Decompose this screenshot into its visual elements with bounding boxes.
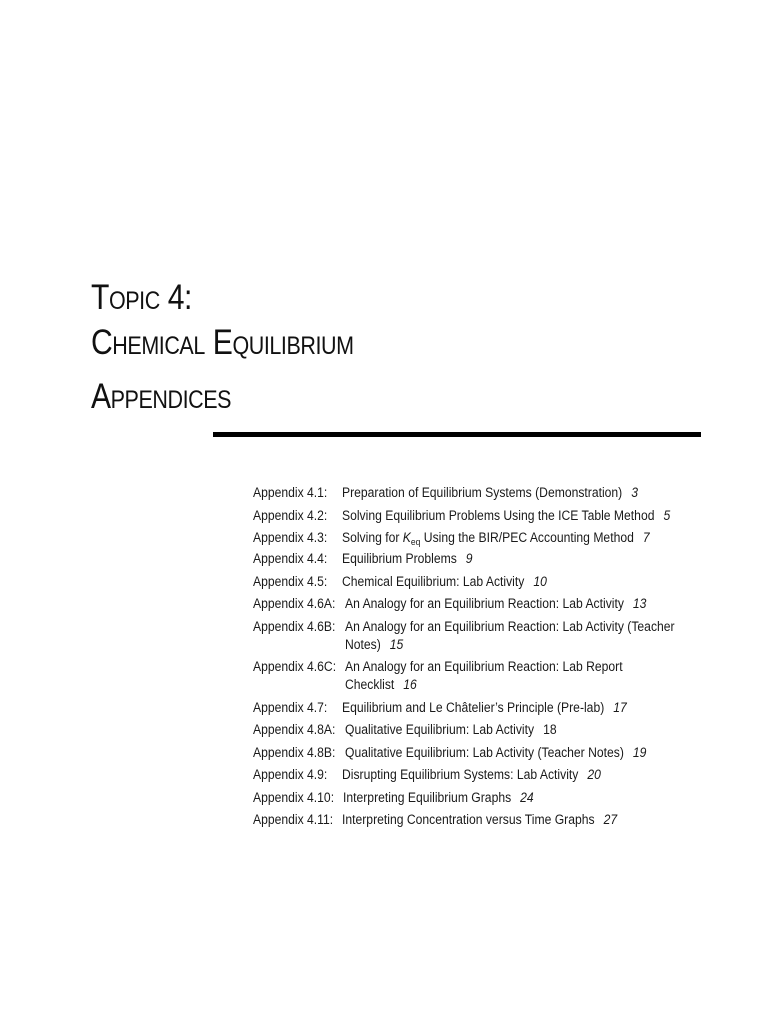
- toc-label: Appendix 4.1:: [253, 485, 328, 500]
- toc-label: Appendix 4.5:: [253, 573, 328, 589]
- toc-page-number: 9: [465, 551, 473, 566]
- topic-heading: Topic 4:: [91, 278, 192, 317]
- toc-title: Equilibrium and Le Châtelier’s Principle (Pre-lab): [342, 699, 605, 715]
- toc-label: Appendix 4.2:: [253, 507, 328, 523]
- toc-item-4-4[interactable]: [253, 550, 733, 568]
- toc-title: Interpreting Equilibrium Graphs: [343, 789, 512, 805]
- toc-item-4-8b[interactable]: [253, 744, 733, 762]
- k-symbol: K: [402, 530, 411, 545]
- toc-label: Appendix 4.4:: [253, 551, 328, 566]
- toc-page-number: 10: [533, 573, 547, 589]
- toc-page-number: 5: [663, 507, 671, 523]
- toc-title: An Analogy for an Equilibrium Reaction: Lab Activity: [344, 596, 624, 611]
- toc-title: Preparation of Equilibrium Systems (Demonstration): [342, 485, 623, 500]
- toc-item-4-8a[interactable]: [253, 721, 733, 739]
- toc-label: Appendix 4.3:: [253, 530, 328, 545]
- toc-page-number: 7: [642, 530, 650, 545]
- toc-page-number: 3: [631, 485, 639, 500]
- toc-title: Chemical Equilibrium: Lab Activity: [342, 573, 525, 589]
- toc-title: Qualitative Equilibrium: Lab Activity: [344, 722, 534, 737]
- heading-rule: [213, 432, 701, 437]
- toc-page-number: 17: [613, 699, 627, 715]
- toc-title: An Analogy for an Equilibrium Reaction: Lab Activity (Teacher Notes): [344, 618, 675, 652]
- toc-label: Appendix 4.10:: [253, 789, 335, 805]
- toc-label: Appendix 4.8B:: [253, 744, 336, 760]
- toc-item-4-3[interactable]: [253, 529, 733, 547]
- toc-title: Equilibrium Problems: [342, 551, 457, 566]
- toc-item-4-5[interactable]: [253, 573, 733, 591]
- toc-title: Disrupting Equilibrium Systems: Lab Activity: [342, 767, 579, 782]
- toc-page-number: 24: [520, 789, 534, 805]
- toc-item-4-6a[interactable]: [253, 595, 733, 613]
- toc-title-suffix: Using the BIR/PEC Accounting Method: [420, 530, 634, 545]
- toc-item-4-6b[interactable]: [253, 618, 733, 654]
- toc-label: Appendix 4.6C:: [253, 659, 337, 674]
- toc-label: Appendix 4.9:: [253, 767, 328, 782]
- toc-title: Solving Equilibrium Problems Using the ICE Table Method: [342, 507, 655, 523]
- toc-label: Appendix 4.6B:: [253, 618, 336, 634]
- toc-page-number: 16: [403, 677, 418, 692]
- toc-item-4-2[interactable]: [253, 507, 733, 525]
- toc-title: An Analogy for an Equilibrium Reaction: Lab Report Checklist: [345, 659, 623, 692]
- toc-label: Appendix 4.8A:: [253, 722, 336, 737]
- toc-page-number: 27: [603, 812, 618, 827]
- k-subscript: eq: [410, 537, 421, 548]
- toc-item-4-7[interactable]: [253, 699, 733, 717]
- toc-title-prefix: Solving for: [342, 530, 403, 545]
- topic-title: Chemical Equilibrium: [91, 323, 354, 362]
- toc-page-number: 13: [632, 596, 647, 611]
- appendices-heading: Appendices: [91, 377, 232, 416]
- toc-label: Appendix 4.11:: [253, 812, 334, 827]
- toc-label: Appendix 4.7:: [253, 699, 328, 715]
- toc-page-number: 19: [632, 744, 647, 760]
- toc-item-4-6c[interactable]: [253, 658, 733, 694]
- toc-page-number: 15: [389, 636, 403, 652]
- toc-item-4-10[interactable]: [253, 789, 733, 807]
- appendix-list: [253, 484, 733, 834]
- toc-title: Interpreting Concentration versus Time Graphs: [342, 812, 595, 827]
- toc-item-4-1[interactable]: [253, 484, 733, 502]
- toc-label: Appendix 4.6A:: [253, 596, 336, 611]
- toc-item-4-11[interactable]: [253, 811, 733, 829]
- toc-page-number: 18: [542, 722, 557, 737]
- toc-item-4-9[interactable]: [253, 766, 733, 784]
- toc-page-number: 20: [587, 767, 601, 782]
- toc-title: Qualitative Equilibrium: Lab Activity (Teacher Notes): [344, 744, 624, 760]
